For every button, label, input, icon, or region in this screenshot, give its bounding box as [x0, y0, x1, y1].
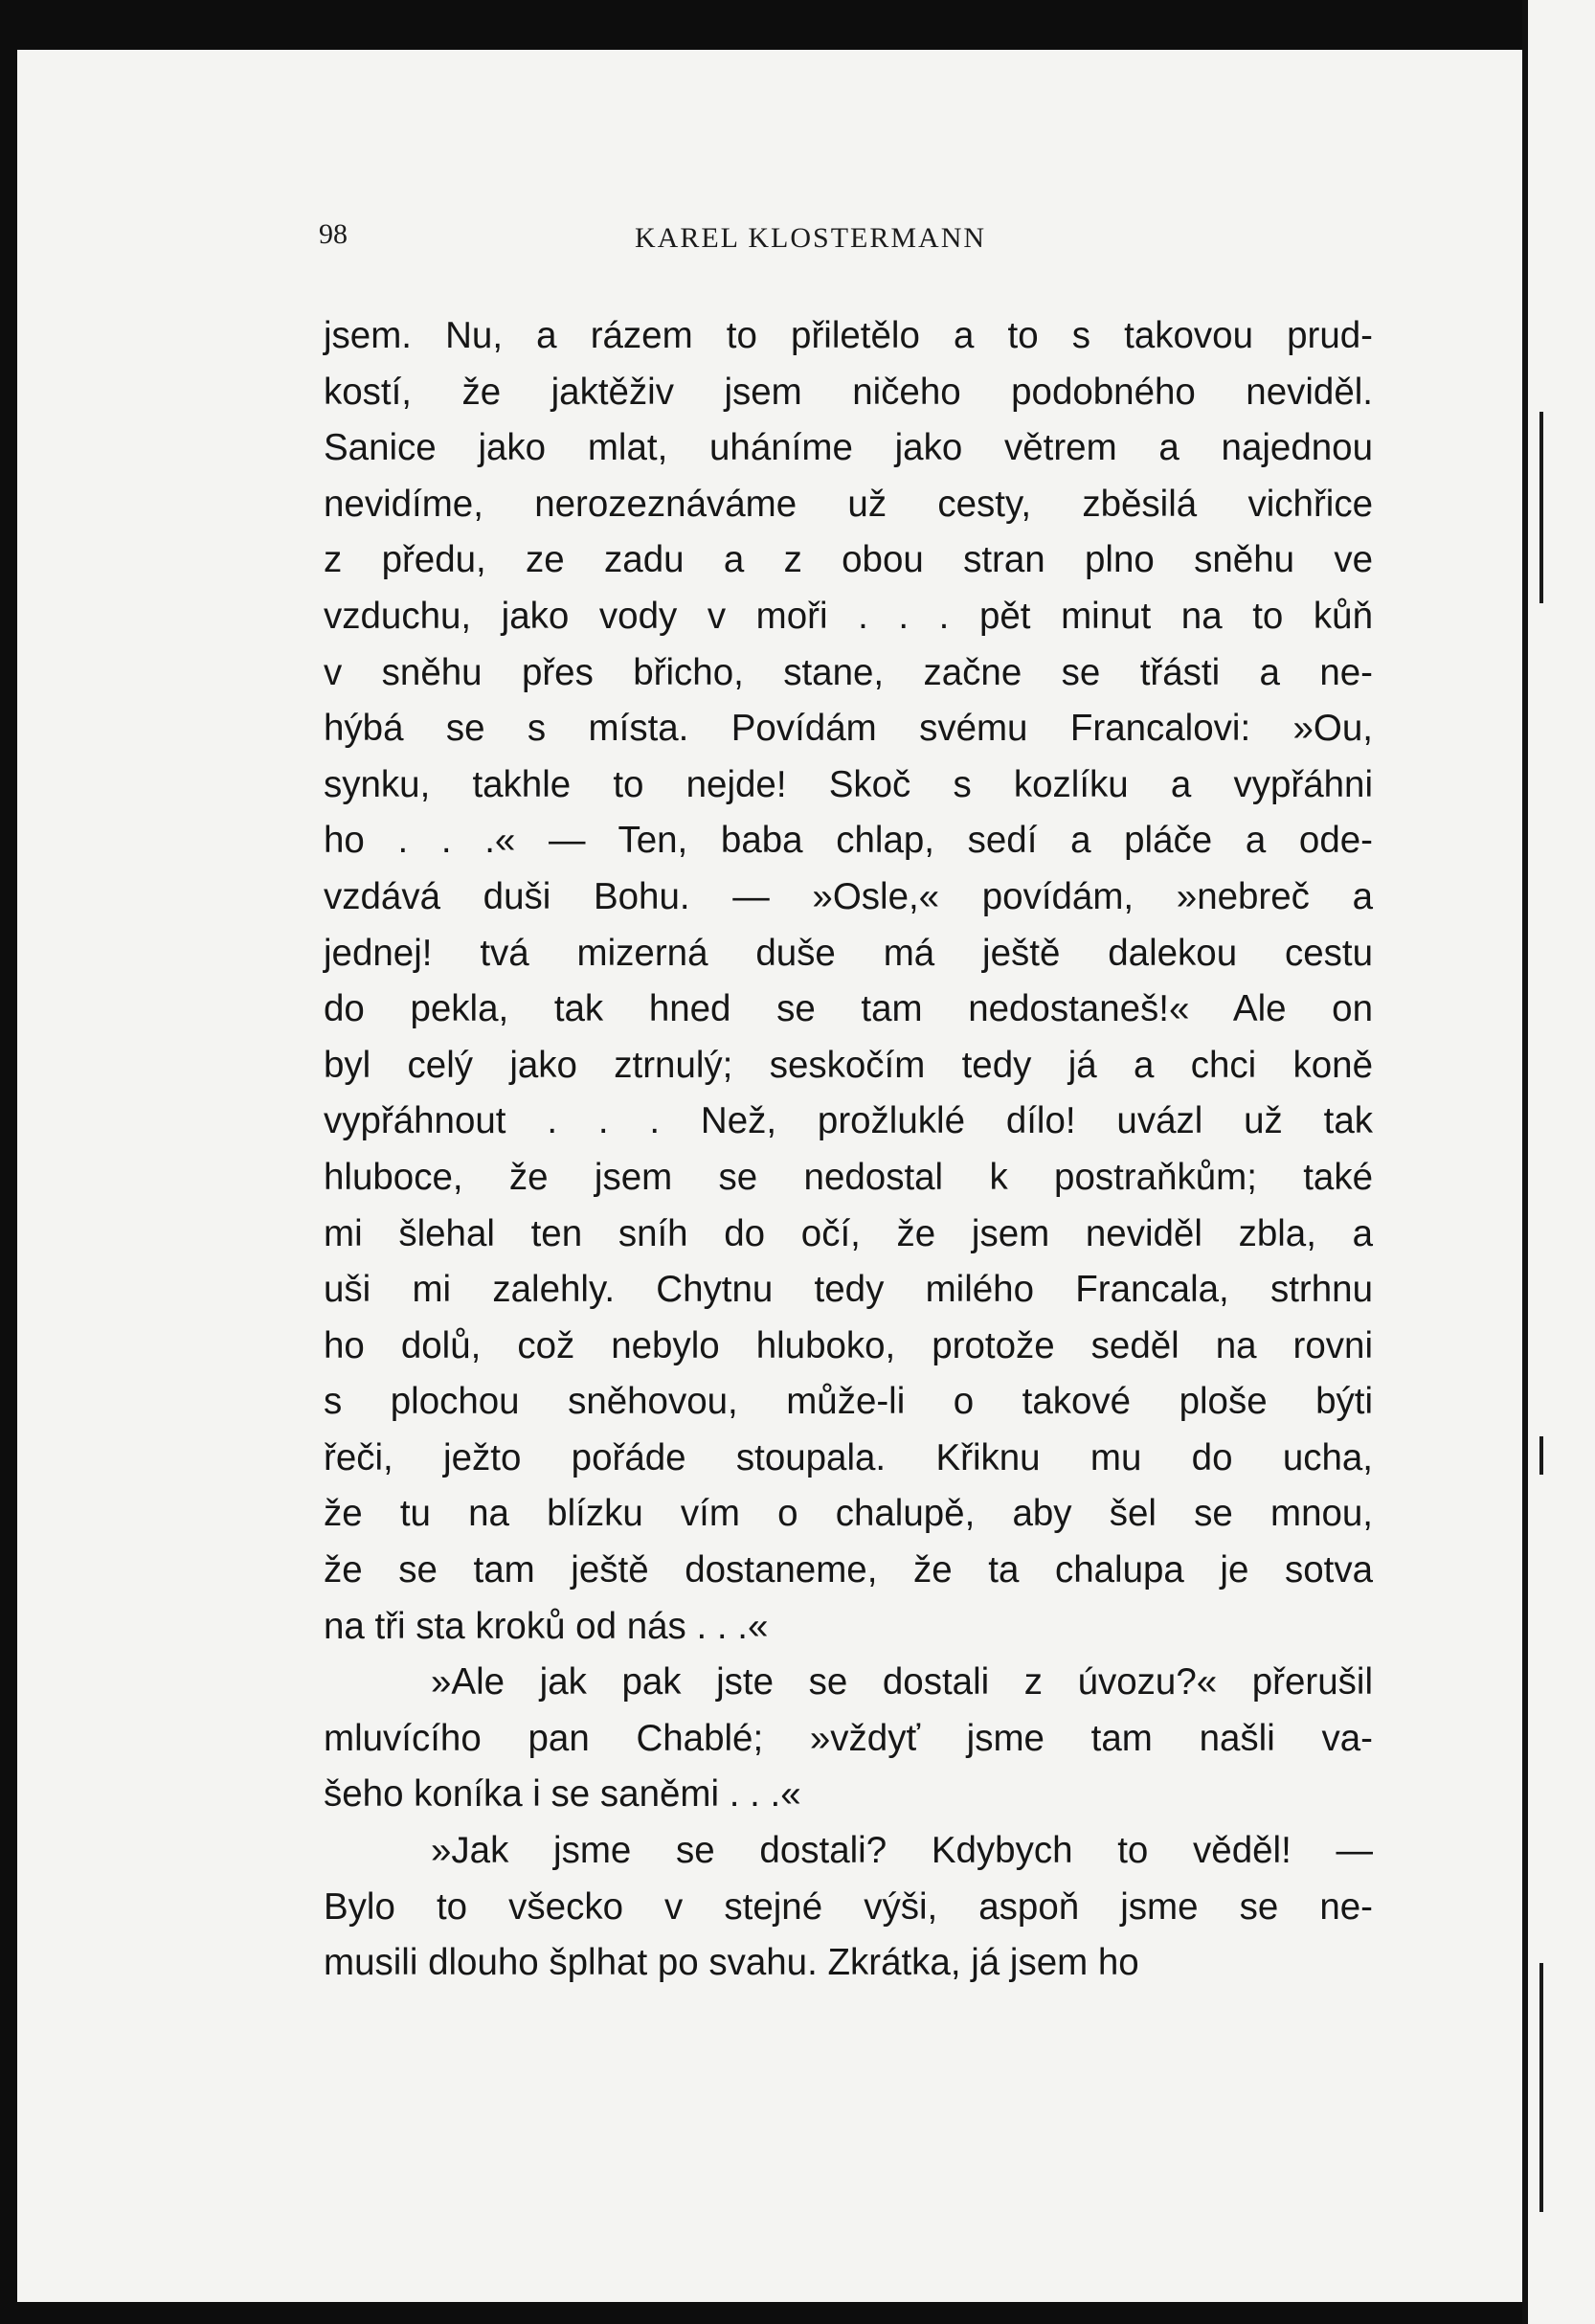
text-line: ho dolů, což nebylo hluboko, protože seděl na rovni — [324, 1324, 1373, 1366]
text-line: že se tam ještě dostaneme, že ta chalupa je sotva — [324, 1549, 1373, 1591]
adjacent-page-edge — [1522, 0, 1595, 2324]
text-line: Sanice jako mlat, uháníme jako větrem a najednou — [324, 427, 1373, 469]
text-line: že tu na blízku vím o chalupě, aby šel se mnou, — [324, 1493, 1373, 1535]
text-line: na tři sta kroků od nás . . .« — [324, 1605, 769, 1647]
text-line: vzduchu, jako vody v moři . . . pět minut na to kůň — [324, 595, 1373, 637]
text-line: jednej! tvá mizerná duše má ještě dalekou cestu — [324, 932, 1373, 974]
text-line: do pekla, tak hned se tam nedostaneš!« Ale on — [324, 988, 1373, 1030]
text-line: řeči, ježto pořáde stoupala. Křiknu mu do ucha, — [324, 1436, 1373, 1478]
text-line: v sněhu přes břicho, stane, začne se třásti a ne- — [324, 651, 1373, 693]
text-line: jsem. Nu, a rázem to přiletělo a to s takovou prud- — [324, 315, 1373, 356]
text-line: s plochou sněhovou, může-li o takové ploše býti — [324, 1381, 1373, 1423]
paragraph — [324, 1655, 1373, 1823]
edge-mark — [1539, 412, 1543, 603]
page-header — [319, 218, 1362, 257]
text-line: vypřáhnout . . . Než, prožluklé dílo! uvázl už tak — [324, 1100, 1373, 1142]
text-line: mi šlehal ten sníh do očí, že jsem neviděl zbla, a — [324, 1212, 1373, 1254]
text-line: šeho koníka i se saněmi . . .« — [324, 1773, 801, 1816]
text-line: z předu, ze zadu a z obou stran plno sněhu ve — [324, 539, 1373, 581]
text-line: byl celý jako ztrnulý; seskočím tedy já a chci koně — [324, 1044, 1373, 1086]
text-line: vzdává duši Bohu. — »Osle,« povídám, »nebreč a — [324, 875, 1373, 917]
paragraph — [324, 1823, 1373, 1992]
text-line: synku, takhle to nejde! Skoč s kozlíku a vypřáhni — [324, 763, 1373, 805]
edge-mark — [1539, 1963, 1543, 2212]
page-number: 98 — [319, 218, 348, 250]
text-line: »Jak jsme se dostali? Kdybych to věděl! — — [431, 1830, 1373, 1872]
edge-mark — [1539, 1436, 1543, 1475]
text-line: Bylo to všecko v stejné výši, aspoň jsme se ne- — [324, 1885, 1373, 1928]
text-line: uši mi zalehly. Chytnu tedy milého Francala, strhnu — [324, 1269, 1373, 1311]
paragraph — [324, 308, 1373, 1655]
text-line: hluboce, že jsem se nedostal k postraňkům; také — [324, 1156, 1373, 1198]
text-line: »Ale jak pak jste se dostali z úvozu?« přerušil — [431, 1661, 1373, 1704]
text-line: musili dlouho šplhat po svahu. Zkrátka, já jsem ho — [324, 1942, 1139, 1984]
text-line: ho . . .« — Ten, baba chlap, sedí a pláče a ode- — [324, 820, 1373, 862]
text-line: nevidíme, nerozeznáváme už cesty, zběsilá vichřice — [324, 483, 1373, 525]
text-line: mluvícího pan Chablé; »vždyť jsme tam našli va- — [324, 1717, 1373, 1759]
running-head: KAREL KLOSTERMANN — [635, 222, 987, 254]
text-line: hýbá se s místa. Povídám svému Francalovi: »Ou, — [324, 708, 1373, 750]
text-line: kostí, že jaktěživ jsem ničeho podobného neviděl. — [324, 371, 1373, 413]
body-text — [324, 308, 1373, 1992]
